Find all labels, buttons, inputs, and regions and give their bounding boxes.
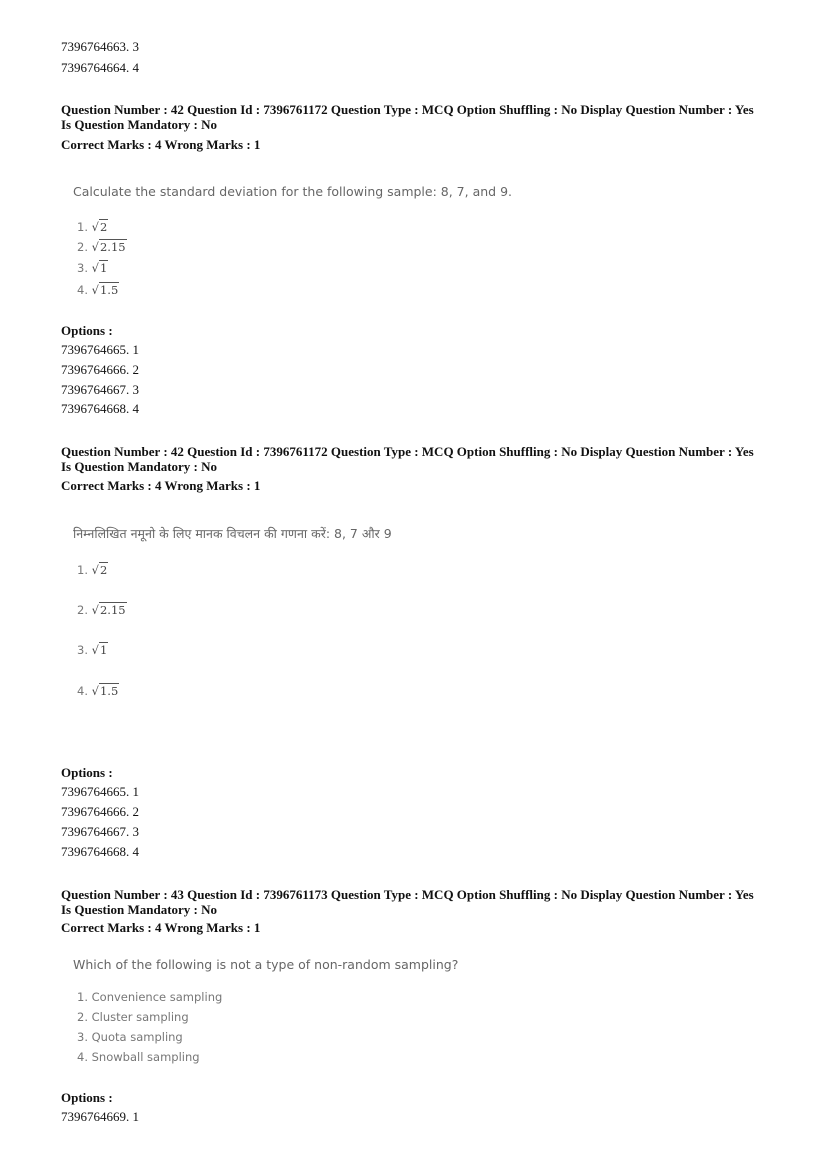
question-marks: Correct Marks : 4 Wrong Marks : 1 (61, 478, 261, 493)
option-id: 7396764669. 1 (61, 1109, 139, 1124)
question-text: निम्नलिखित नमूनो के लिए मानक विचलन की गणना करें: 8, 7 और 9 (73, 526, 392, 541)
option-id: 7396764666. 2 (61, 362, 139, 377)
choice: 3. √1 (77, 643, 108, 657)
options-label: Options : (61, 1090, 113, 1105)
options-label: Options : (61, 765, 113, 780)
option-id: 7396764665. 1 (61, 784, 139, 799)
choice: 4. √1.5 (77, 684, 119, 698)
question-text: Calculate the standard deviation for the following sample: 8, 7, and 9. (73, 184, 512, 199)
choice: 3. Quota sampling (77, 1030, 183, 1044)
option-id: 7396764667. 3 (61, 382, 139, 397)
choice: 4. √1.5 (77, 283, 119, 297)
question-mandatory: Is Question Mandatory : No (61, 459, 218, 474)
choice: 1. √2 (77, 563, 108, 577)
question-text: Which of the following is not a type of non-random sampling? (73, 957, 459, 972)
question-header: Question Number : 42 Question Id : 7396761172 Question Type : MCQ Option Shuffling : No Display Question Number : Yes (61, 444, 754, 459)
choice: 2. √2.15 (77, 240, 126, 254)
choice: 2. √2.15 (77, 603, 126, 617)
option-id: 7396764666. 2 (61, 804, 139, 819)
choice: 1. √2 (77, 220, 108, 234)
choice: 4. Snowball sampling (77, 1050, 200, 1064)
choice: 2. Cluster sampling (77, 1010, 189, 1024)
option-id: 7396764663. 3 (61, 39, 139, 54)
option-id: 7396764668. 4 (61, 844, 139, 859)
choice: 3. √1 (77, 261, 108, 275)
option-id: 7396764664. 4 (61, 60, 139, 75)
question-marks: Correct Marks : 4 Wrong Marks : 1 (61, 137, 261, 152)
choice: 1. Convenience sampling (77, 990, 223, 1004)
option-id: 7396764667. 3 (61, 824, 139, 839)
options-label: Options : (61, 323, 113, 338)
question-marks: Correct Marks : 4 Wrong Marks : 1 (61, 920, 261, 935)
option-id: 7396764668. 4 (61, 401, 139, 416)
question-mandatory: Is Question Mandatory : No (61, 117, 218, 132)
option-id: 7396764665. 1 (61, 342, 139, 357)
question-header: Question Number : 43 Question Id : 7396761173 Question Type : MCQ Option Shuffling : No Display Question Number : Yes (61, 887, 754, 902)
question-header: Question Number : 42 Question Id : 7396761172 Question Type : MCQ Option Shuffling : No Display Question Number : Yes (61, 102, 754, 117)
question-mandatory: Is Question Mandatory : No (61, 902, 218, 917)
